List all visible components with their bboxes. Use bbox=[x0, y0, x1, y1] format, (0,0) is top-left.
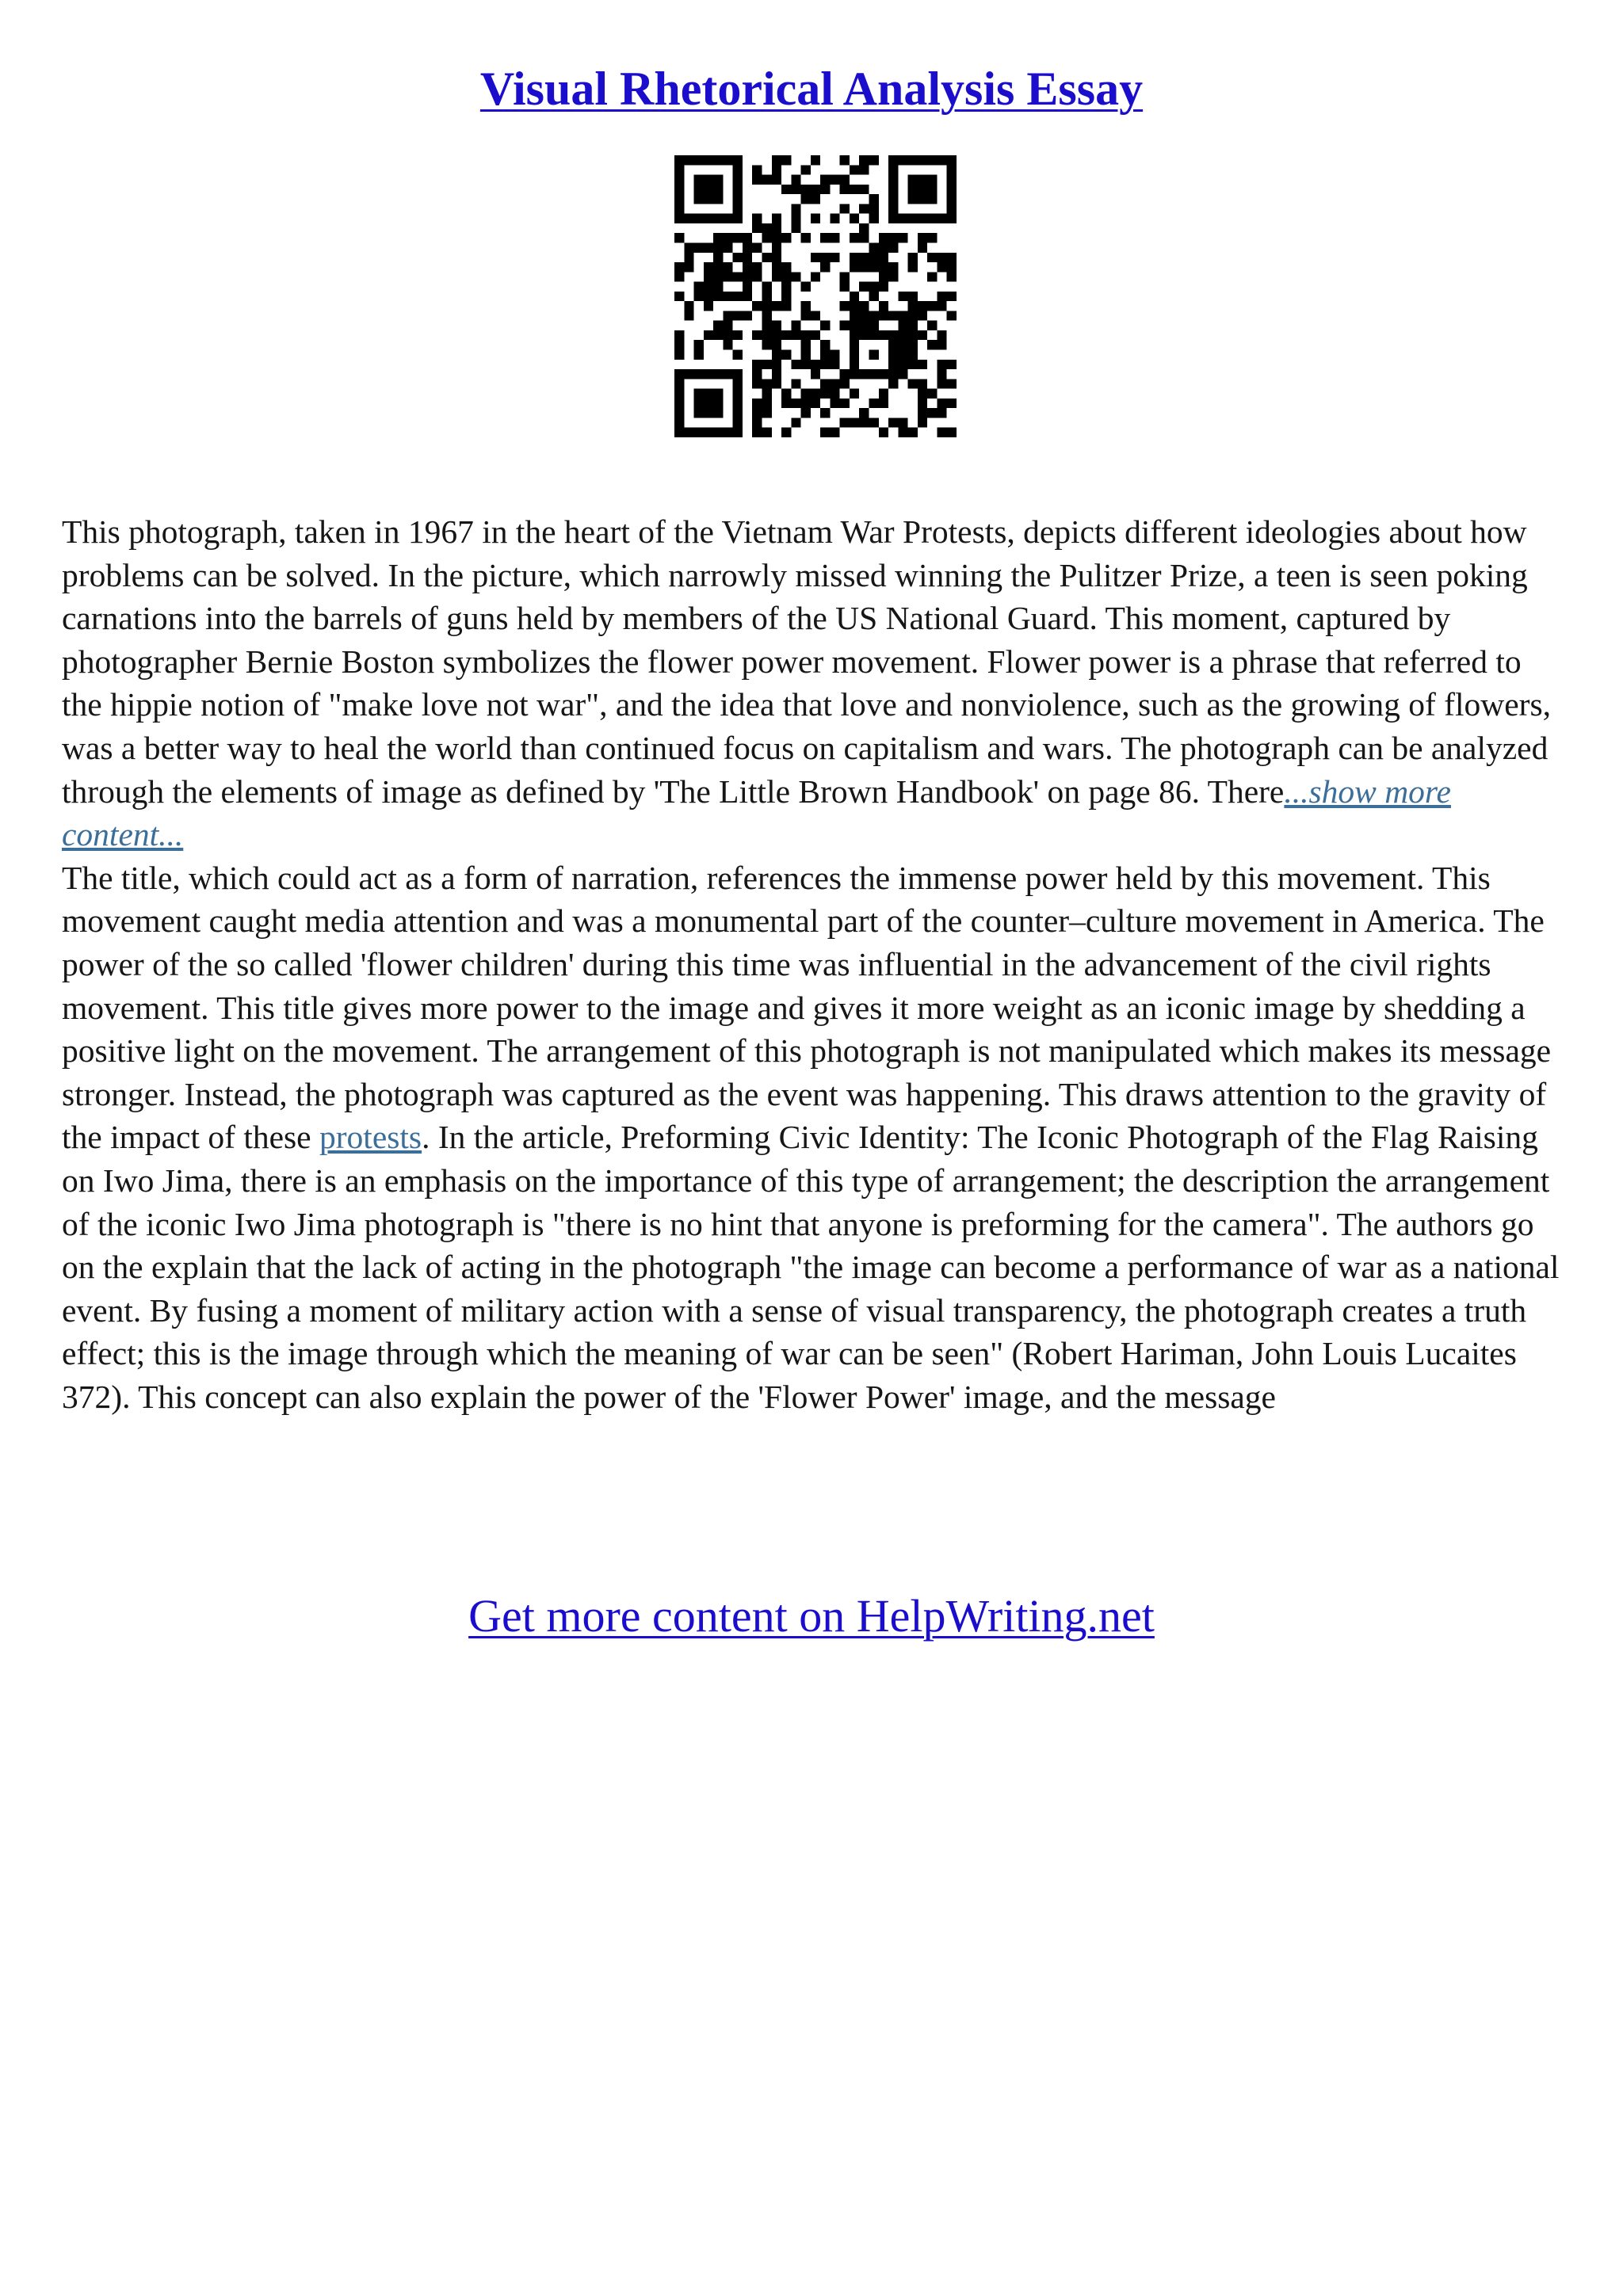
essay-paragraph-2 bbox=[62, 856, 1568, 1419]
essay-paragraph-1 bbox=[62, 510, 1568, 856]
paragraph-2-text-end: . In the article, Preforming Civic Identity: The Iconic Photograph of the Flag Raising on Iwo Jima, there is an emphasis on the importance of this type of arrangement; the description the arrangement of the iconic Iwo Jima photograph is "there is no hint that anyone is preforming for the camera". The authors go on the explain that the lack of acting in the photograph "the image can become a performance of war as a national event. By fusing a moment of military action with a sense of visual transparency, the photograph creates a truth effect; this is the image through which the meaning of war can be seen" (Robert Hariman, John Louis Lucaites 372). This concept can also explain the power of the 'Flower Power' image, and the message bbox=[62, 1119, 1560, 1415]
protests-link[interactable]: protests bbox=[319, 1119, 422, 1156]
document-title bbox=[0, 57, 1623, 120]
essay-body bbox=[62, 510, 1568, 1418]
title-link[interactable]: Visual Rhetorical Analysis Essay bbox=[479, 63, 1144, 115]
paragraph-1-text: This photograph, taken in 1967 in the heart of the Vietnam War Protests, depicts different ideologies about how problems can be solved. In the picture, which narrowly missed winning the Pulitzer Prize, a teen is seen poking carnations into the barrels of guns held by members of the US National Guard. This moment, captured by photographer Bernie Boston symbolizes the flower power movement. Flower power is a phrase that referred to the hippie notion of "make love not war", and the idea that love and nonviolence, such as the growing of flowers, was a better way to heal the world than continued focus on capitalism and wars. The photograph can be analyzed through the elements of image as defined by 'The Little Brown Handbook' on page 86. There bbox=[62, 513, 1551, 810]
paragraph-2-text-start: The title, which could act as a form of narration, references the immense power held by this movement. This movement caught media attention and was a monumental part of the counter–culture movement in America. The power of the so called 'flower children' during this time was influential in the advancement of the civil rights movement. This title gives more power to the image and gives it more weight as an iconic image by shedding a positive light on the movement. The arrangement of this photograph is not manipulated which makes its message stronger. Instead, the photograph was captured as the event was happening. This draws attention to the gravity of the impact of these bbox=[62, 859, 1552, 1156]
get-more-content-link[interactable]: Get more content on HelpWriting.net bbox=[468, 1590, 1155, 1642]
qr-code-icon bbox=[674, 155, 957, 437]
footer bbox=[0, 1585, 1623, 1648]
show-more-link[interactable]: ...show more content... bbox=[62, 772, 1451, 853]
